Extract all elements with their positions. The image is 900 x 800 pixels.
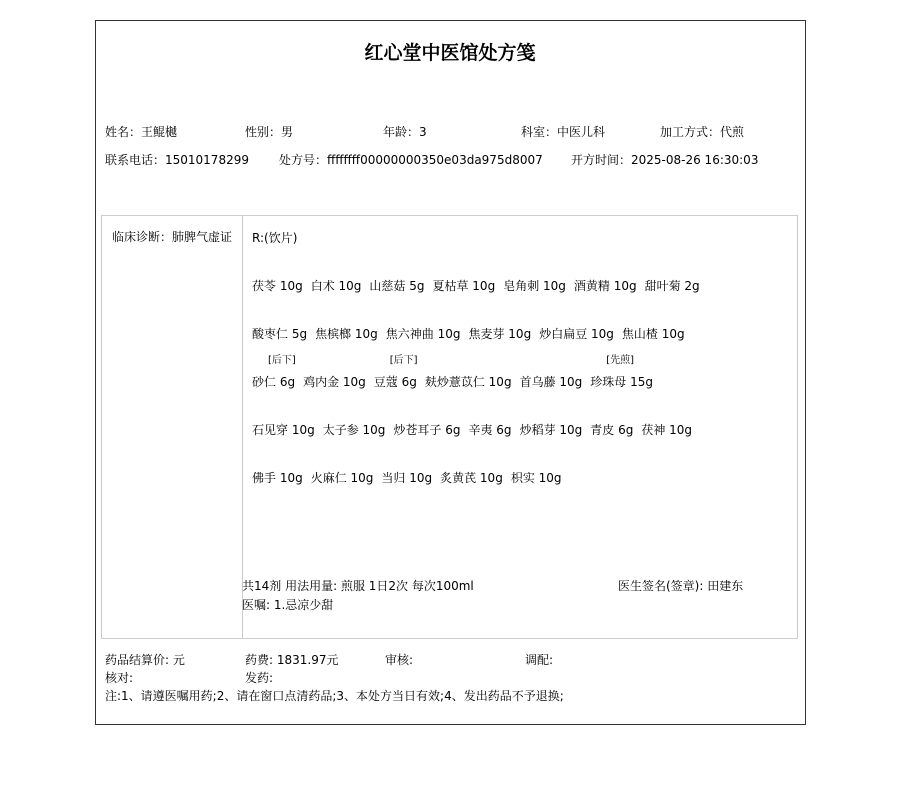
medicine-text: 夏枯草 10g xyxy=(432,279,496,293)
medicine-item xyxy=(386,325,461,342)
prescription-number: 处方号：ffffffff00000000350e03da975d8007 xyxy=(279,153,543,167)
medicine-item xyxy=(520,421,583,438)
medicine-text: 酸枣仁 5g xyxy=(252,327,308,341)
diagnosis: 临床诊断：肺脾气虚证 xyxy=(112,230,233,244)
medicine-text: 豆蔻 6g xyxy=(373,375,417,389)
doctor-advice: 医嘱: 1.忌凉少甜 xyxy=(242,598,334,612)
decoction-note: [先煎] xyxy=(606,355,635,366)
medicine-text: 麸炒薏苡仁 10g xyxy=(424,375,512,389)
medicine-text: 茯神 10g xyxy=(641,423,693,437)
medicine-text: 首乌藤 10g xyxy=(519,375,583,389)
medicine-item xyxy=(645,277,700,294)
phone: 联系电话：15010178299 xyxy=(105,153,249,167)
medicine-text: 白术 10g xyxy=(310,279,362,293)
patient-gender: 性别：男 xyxy=(245,125,294,139)
rx-label: R:(饮片) xyxy=(252,231,298,245)
medicine-item xyxy=(425,373,512,390)
medicine-item xyxy=(393,421,460,438)
medicine-text: 鸡内金 10g xyxy=(303,375,366,389)
medicine-item xyxy=(311,469,374,486)
usage-dosage: 共14剂 用法用量: 煎服 1日2次 每次100ml xyxy=(242,579,474,593)
medicine-item xyxy=(303,373,366,390)
decoction-note: [后下] xyxy=(389,355,418,366)
medicine-item xyxy=(539,325,614,342)
medicine-text: 珍珠母 15g xyxy=(590,375,653,389)
medicine-row xyxy=(252,355,661,390)
processing-method: 加工方式：代煎 xyxy=(660,125,745,139)
medicine-row xyxy=(252,325,693,342)
review: 审核: xyxy=(385,653,414,667)
medicine-item xyxy=(590,355,653,390)
medicine-text: 枳实 10g xyxy=(510,471,562,485)
footer-note: 注:1、请遵医嘱用药;2、请在窗口点清药品;3、本处方当日有效;4、发出药品不予退换; xyxy=(105,689,564,703)
medicine-item xyxy=(369,277,424,294)
medicine-text: 炒苍耳子 6g xyxy=(393,423,461,437)
medicine-item xyxy=(622,325,685,342)
medicine-item xyxy=(311,277,362,294)
medicine-text: 山慈菇 5g xyxy=(369,279,425,293)
medicine-item xyxy=(520,373,583,390)
fee: 药费: 1831.97元 xyxy=(245,653,339,667)
medicine-item xyxy=(252,277,303,294)
medicine-text: 石见穿 10g xyxy=(252,423,315,437)
medicine-item xyxy=(503,277,566,294)
medicine-item xyxy=(641,421,692,438)
doctor-signature: 医生签名(签章): 田建东 xyxy=(618,579,744,593)
medicine-item xyxy=(468,325,531,342)
medicine-text: 甜叶菊 2g xyxy=(644,279,700,293)
patient-name: 姓名：王鲲樾 xyxy=(105,125,178,139)
page-title: 红心堂中医馆处方笺 xyxy=(364,42,536,64)
medicine-text: 砂仁 6g xyxy=(252,375,296,389)
column-divider xyxy=(242,216,243,638)
medicine-item xyxy=(440,469,503,486)
medicine-text: 炒白扁豆 10g xyxy=(539,327,614,341)
medicine-text: 焦六神曲 10g xyxy=(385,327,461,341)
medicine-text: 茯苓 10g xyxy=(252,279,303,293)
medicine-item xyxy=(323,421,386,438)
medicine-text: 辛夷 6g xyxy=(468,423,512,437)
medicine-item xyxy=(315,325,378,342)
medicine-row xyxy=(252,277,708,294)
medicine-text: 焦麦芽 10g xyxy=(468,327,532,341)
medicine-text: 酒黄精 10g xyxy=(573,279,637,293)
medicine-text: 皂角刺 10g xyxy=(503,279,566,293)
medicine-item xyxy=(432,277,495,294)
medicine-item xyxy=(252,355,296,390)
prescription-table xyxy=(101,215,798,639)
medicine-text: 太子参 10g xyxy=(322,423,386,437)
medicine-item xyxy=(373,355,418,390)
decoction-note: [后下] xyxy=(268,355,296,366)
medicine-text: 当归 10g xyxy=(381,471,433,485)
medicine-text: 焦山楂 10g xyxy=(621,327,685,341)
prescription-time: 开方时间：2025-08-26 16:30:03 xyxy=(571,153,759,167)
medicine-item xyxy=(590,421,633,438)
medicine-item xyxy=(252,421,315,438)
medicine-text: 焦槟榔 10g xyxy=(315,327,378,341)
patient-age: 年龄：3 xyxy=(383,125,427,139)
check: 核对: xyxy=(105,671,134,685)
medicine-item xyxy=(574,277,637,294)
medicine-row xyxy=(252,469,570,486)
medicine-item xyxy=(468,421,511,438)
medicine-text: 佛手 10g xyxy=(252,471,303,485)
medicine-text: 炒稻芽 10g xyxy=(519,423,583,437)
department: 科室：中医儿科 xyxy=(521,125,606,139)
medicine-item xyxy=(381,469,432,486)
medicine-text: 青皮 6g xyxy=(590,423,634,437)
medicine-item xyxy=(511,469,562,486)
medicine-row xyxy=(252,421,700,438)
medicine-item xyxy=(252,469,303,486)
medicine-text: 火麻仁 10g xyxy=(310,471,374,485)
medicine-item xyxy=(252,325,307,342)
dispense: 发药: xyxy=(245,671,274,685)
dispense-prep: 调配: xyxy=(525,653,554,667)
settle-price: 药品结算价: 元 xyxy=(105,653,185,667)
medicine-text: 炙黄芪 10g xyxy=(440,471,503,485)
